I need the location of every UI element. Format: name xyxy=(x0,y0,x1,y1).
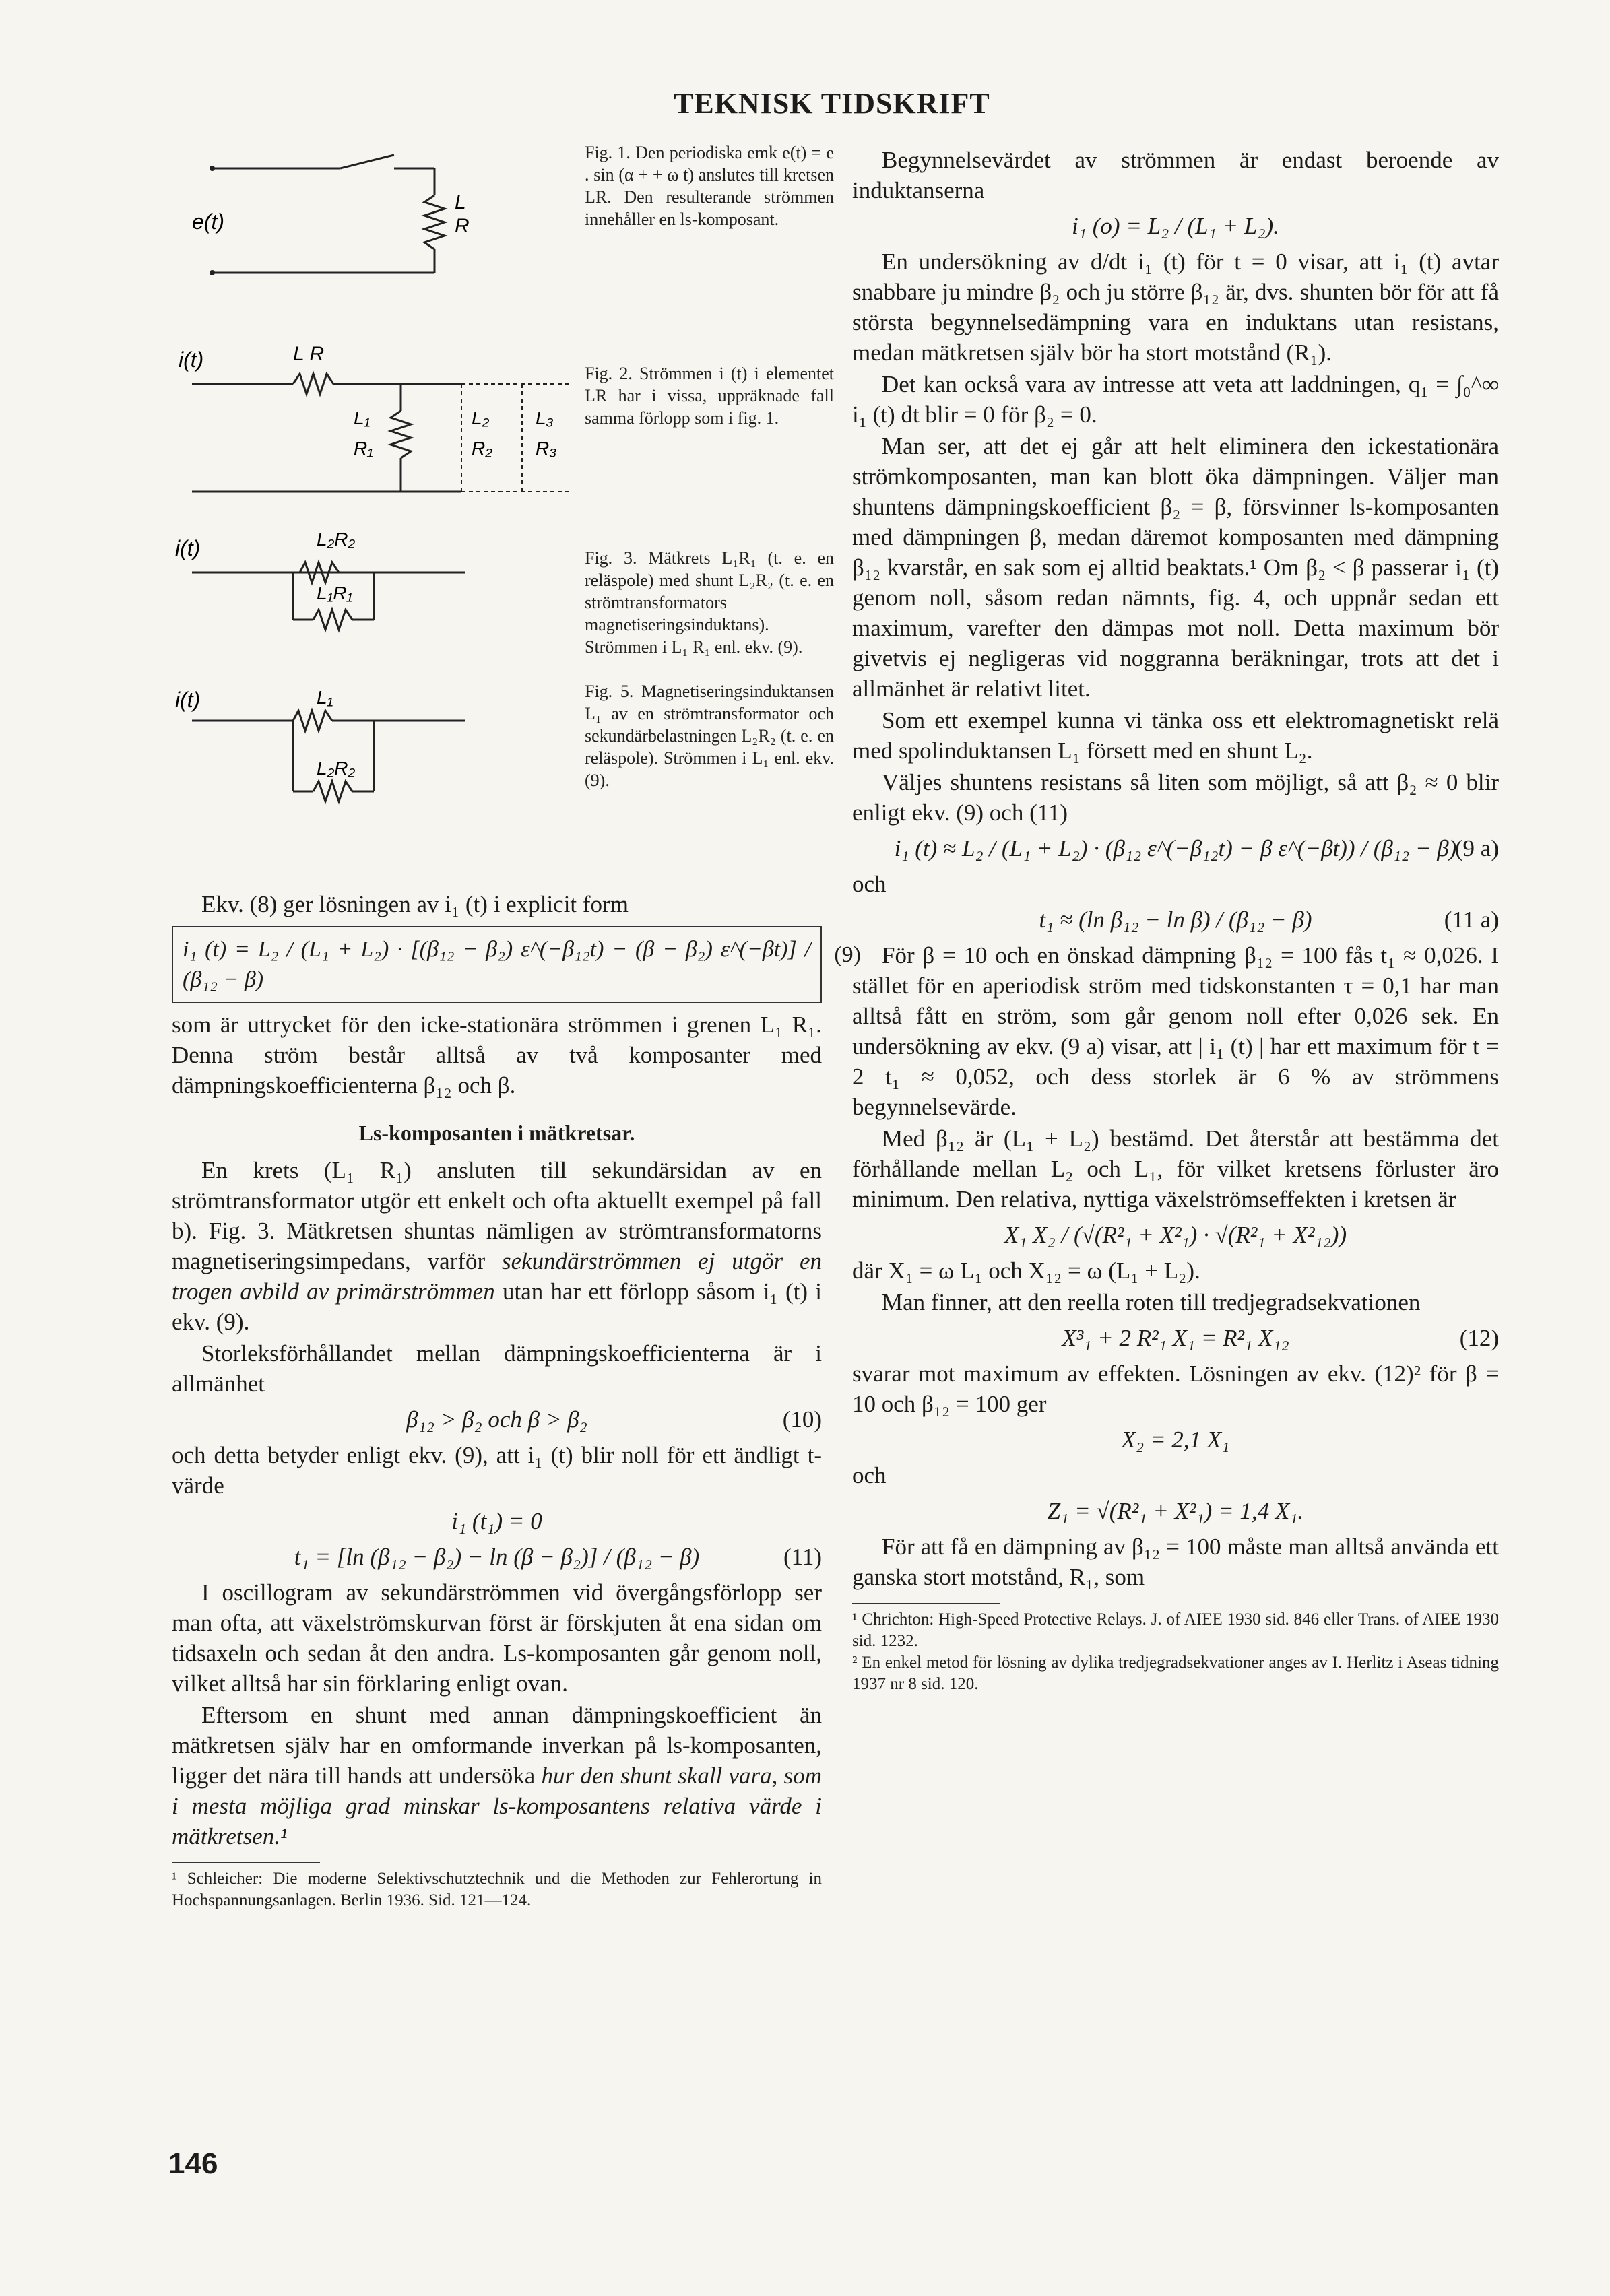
equation-11a: t₁ ≈ (ln β₁₂ − ln β) / (β₁₂ − β) (11 a) xyxy=(1039,907,1499,933)
left-after-9: som är uttrycket för den icke-stationära strömmen i grenen L₁ R₁. Denna ström består alltså av två komposanter med dämpningskoefficienterna β₁₂ och β. xyxy=(172,1012,822,1098)
footnote-rule xyxy=(172,1862,320,1863)
right-och-2: och xyxy=(852,1462,887,1488)
right-column xyxy=(852,145,1499,1695)
fig1-source-label: e(t) xyxy=(192,209,224,234)
left-p1: En krets (L₁ R₁) ansluten till sekundärsidan av en strömtransformator utgör ett enkelt och ofta aktuellt exempel på fall b). Fig. 3. Mätkretsen shuntas nämligen av strömtransformatorns magnetiseringsimpedans, varför sekundärströmmen ej utgör en trogen avbild av primärströmmen utan har ett förlopp såsom i₁ (t) i ekv. (9). xyxy=(172,1157,823,1335)
journal-title: TEKNISK TIDSKRIFT xyxy=(674,87,990,120)
footnote-rule-right xyxy=(852,1603,1000,1604)
equation-9-box xyxy=(172,926,861,1003)
fig2-l2: L₂ xyxy=(472,407,490,428)
fig3-top-label: L₂R₂ xyxy=(317,532,356,550)
right-p5: Som ett exempel kunna vi tänka oss ett elektromagnetiskt relä med spolinduktansen L₁ försett med en shunt L₂. xyxy=(852,707,1499,764)
left-p2: Storleksförhållandet mellan dämpningskoefficienterna är i allmänhet xyxy=(172,1340,822,1397)
fig3-i-label: i(t) xyxy=(175,536,201,560)
right-p1: Begynnelsevärdet av strömmen är endast beroende av induktanserna xyxy=(852,147,1499,203)
fig5-i-label: i(t) xyxy=(175,688,201,712)
right-p10: Man finner, att den reella roten till tredjegradsekvationen xyxy=(882,1289,1421,1315)
equation-i0: i₁ (o) = L₂ / (L₁ + L₂). xyxy=(1072,213,1279,239)
equation-power: X₁ X₂ / (√(R²₁ + X²₁) · √(R²₁ + X²₁₂)) xyxy=(1004,1222,1347,1248)
fig1-l-label: L xyxy=(455,191,466,214)
fig2-r2: R₂ xyxy=(472,438,492,459)
figure-3-circuit xyxy=(172,532,482,674)
equation-10: β₁₂ > β₂ och β > β₂ (10) xyxy=(406,1406,822,1433)
fig2-r1: R₁ xyxy=(354,438,374,459)
figure-1-caption: Fig. 1. Den periodiska emk e(t) = e . sin (α + + ω t) anslutes till kretsen LR. Den resulterande strömmen innehåller en ls-komposant. xyxy=(585,143,834,229)
figure-3-caption: Fig. 3. Mätkrets L₁R₁ (t. e. en reläspole) med shunt L₂R₂ (t. e. en strömtransformators magnetiseringsinduktans). Strömmen i L₁ R₁ enl. ekv. (9). xyxy=(585,548,834,657)
equation-11a-line: i₁ (t₁) = 0 xyxy=(451,1508,542,1534)
left-p4: I oscillogram av sekundärströmmen vid övergångsförlopp ser man ofta, att växelströmskurvan först är förskjuten åt ena sidan om tidsaxeln och sedan åt den andra. Ls-komposanten går genom noll, vilket alltså har sin förklaring enligt ovan. xyxy=(172,1579,822,1697)
right-p7: För β = 10 och en önskad dämpning β₁₂ = 100 fås t₁ ≈ 0,026. I stället för en aperiodisk ström med tidskonstanten τ = 0,1 har man alltså fått en ström, som går genom noll efter 0,026 sek. En undersökning av ekv. (9 a) visar, att | i₁ (t) | har ett maximum för t = 2 t₁ ≈ 0,052, och dess storlek är 6 % av strömmens begynnelsevärde. xyxy=(852,942,1499,1120)
left-p3: och detta betyder enligt ekv. (9), att i₁ (t) blir noll för ett ändligt t-värde xyxy=(172,1442,822,1499)
page-number: 146 xyxy=(168,2147,218,2180)
right-p8: Med β₁₂ är (L₁ + L₂) bestämd. Det återstår att bestämma det förhållande mellan L₂ och L₁, för vilket kretsens förluster äro minimum. Den relativa, nyttiga växelströmseffekten i kretsen är xyxy=(852,1125,1499,1212)
fig3-bottom-label: L₁R₁ xyxy=(317,583,353,603)
left-intro: Ekv. (8) ger lösningen av i₁ (t) i explicit form xyxy=(201,891,629,917)
figure-1-circuit xyxy=(172,138,509,293)
equation-z1: Z₁ = √(R²₁ + X²₁) = 1,4 X₁. xyxy=(1047,1498,1304,1524)
right-och: och xyxy=(852,871,887,897)
left-footnote-1: ¹ Schleicher: Die moderne Selektivschutztechnik und die Methoden zur Fehlerortung in Hochspannungsanlagen. Berlin 1936. Sid. 121—124. xyxy=(172,1870,822,1909)
right-p4: Man ser, att det ej går att helt eliminera den ickestationära strömkomposanten, man kan blott öka dämpningen. Väljer man shuntens dämpningskoefficient β₂ = β, försvinner ls-komposanten med dämpningen β, medan däremot komposanten med dämpning β₁₂ kvarstår, en sak som ej alltid beaktats.¹ Om β₂ < β passerar i₁ (t) genom noll, såsom redan nämnts, fig. 4, och uppnår sedan ett maximum, varefter den dämpas mot noll. Detta maximum bör givetvis ej negligeras vid noggranna beräkningar, trots att det i allmänhet är relativt litet. xyxy=(852,433,1499,702)
figure-5-caption: Fig. 5. Magnetiseringsinduktansen L₁ av en strömtransformator och sekundärbelastningen L₂R₂ (t. e. en reläspole). Strömmen i L₁ enl. ekv. (9). xyxy=(585,682,834,790)
right-p2: En undersökning av d/dt i₁ (t) för t = 0 visar, att i₁ (t) avtar snabbare ju mindre β₂ och ju större β₁₂ är, dvs. shunten bör för att få största begynnelsedämpning vara en induktans utan resistans, medan mätkretsen själv bör ha stort motstånd (R₁). xyxy=(852,249,1499,366)
right-p9: där X₁ = ω L₁ och X₁₂ = ω (L₁ + L₂). xyxy=(852,1257,1200,1284)
equation-12: X³₁ + 2 R²₁ X₁ = R²₁ X₁₂ (12) xyxy=(1062,1325,1499,1351)
fig1-r-label: R xyxy=(455,215,470,237)
equation-x2: X₂ = 2,1 X₁ xyxy=(1121,1426,1230,1453)
right-p6: Väljes shuntens resistans så liten som möjligt, så att β₂ ≈ 0 blir enligt ekv. (9) och (11) xyxy=(852,769,1499,826)
fig2-r3: R₃ xyxy=(536,438,557,459)
right-p12: För att få en dämpning av β₁₂ = 100 måste man alltså använda ett ganska stort motstånd, R₁, som xyxy=(852,1534,1499,1590)
fig2-i-label: i(t) xyxy=(179,348,204,372)
right-p3: Det kan också vara av intresse att veta att laddningen, q₁ = ∫₀^∞ i₁ (t) dt blir = 0 för β₂ = 0. xyxy=(852,371,1499,428)
right-footnote-1: ¹ Chrichton: High-Speed Protective Relays. J. of AIEE 1930 sid. 846 eller Trans. of AIEE 1930 sid. 1232. xyxy=(852,1610,1499,1650)
left-column xyxy=(172,889,861,1911)
figure-5-circuit xyxy=(172,684,482,818)
fig2-l3: L₃ xyxy=(536,407,554,428)
fig2-l1: L₁ xyxy=(354,407,371,428)
equation-9-number: (9) xyxy=(834,942,861,967)
right-p11: svarar mot maximum av effekten. Lösningen av ekv. (12)² för β = 10 och β₁₂ = 100 ger xyxy=(852,1360,1499,1417)
equation-11: t₁ = [ln (β₁₂ − β₂) − ln (β − β₂)] / (β₁₂ − β) (11) xyxy=(294,1544,822,1570)
left-p5: Eftersom en shunt med annan dämpningskoefficient än mätkretsen själv har en omformande inverkan på ls-komposanten, ligger det nära till hands att undersöka hur den shunt skall vara, som i mesta möjliga grad minskar ls-komposantens relativa värde i mätkretsen.¹ xyxy=(172,1702,822,1849)
equation-9: i₁ (t) = L₂ / (L₁ + L₂) · [(β₁₂ − β₂) ε^(−β₁₂t) − (β − β₂) ε^(−βt)] / (β₁₂ − β) xyxy=(183,937,811,992)
figure-2-circuit xyxy=(172,337,576,512)
fig5-top-label: L₁ xyxy=(317,687,333,708)
fig2-lr-label: L R xyxy=(293,343,325,365)
right-footnote-2: ² En enkel metod för lösning av dylika tredjegradsekvationer anges av I. Herlitz i Aseas tidning 1937 nr 8 sid. 120. xyxy=(852,1653,1499,1693)
figure-2-caption: Fig. 2. Strömmen i (t) i elementet LR har i vissa, uppräknade fall samma förlopp som i fig. 1. xyxy=(585,364,834,428)
fig5-bottom-label: L₂R₂ xyxy=(317,758,356,779)
section-heading: Ls-komposanten i mätkretsar. xyxy=(358,1121,635,1145)
equation-9a: i₁ (t) ≈ L₂ / (L₁ + L₂) · (β₁₂ ε^(−β₁₂t) − β ε^(−βt)) / (β₁₂ − β) (9 a) xyxy=(894,835,1499,861)
